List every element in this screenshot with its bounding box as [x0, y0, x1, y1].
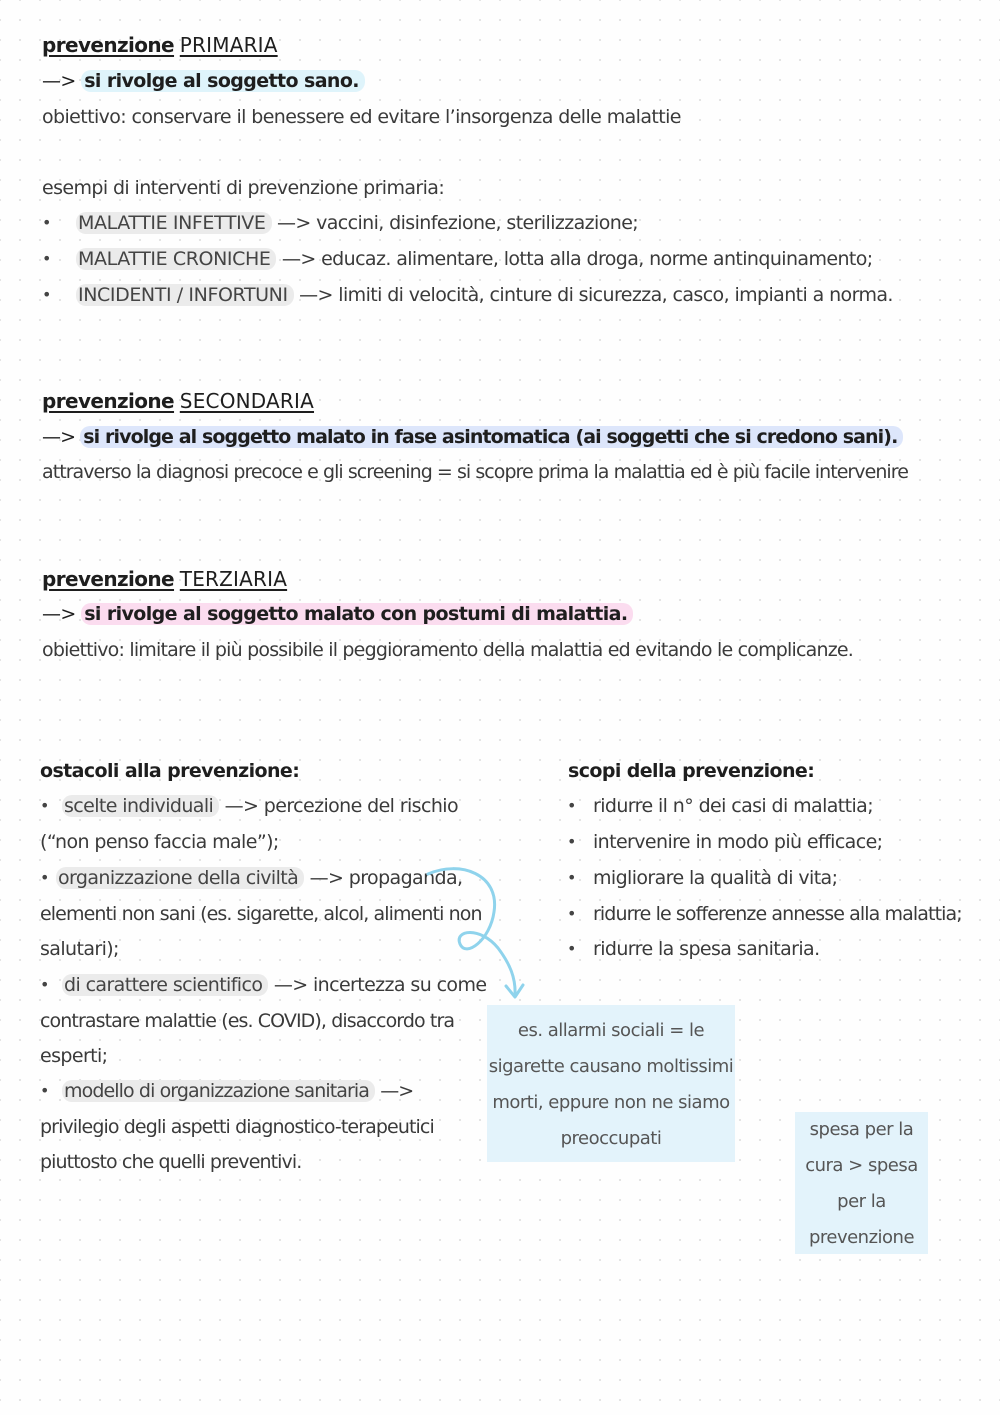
curl-arrow-icon: [420, 860, 530, 1005]
note-line: per la: [837, 1191, 886, 1212]
primaria-item-3: [76, 282, 893, 308]
arrow: —>: [42, 426, 76, 448]
bullet-dot: •: [40, 868, 50, 887]
ostacoli-item-4: [62, 1078, 413, 1104]
primaria-item-1-text: —> vaccini, disinfezione, sterilizzazione;: [276, 212, 639, 234]
secondaria-target-highlight: si rivolge al soggetto malato in fase asintomatica (ai soggetti che si credono sani).: [80, 426, 903, 448]
terziaria-objective: obiettivo: limitare il più possibile il peggioramento della malattia ed evitando le complicanze.: [42, 639, 854, 661]
terziaria-title-level: TERZIARIA: [179, 567, 288, 591]
scopi-heading: scopi della prevenzione:: [568, 760, 815, 782]
ostacoli-item-1-text: —> percezione del rischio: [224, 795, 458, 817]
ostacoli-item-1-cont: (“non penso faccia male”);: [40, 831, 279, 853]
primaria-examples-intro: esempi di interventi di prevenzione primaria:: [42, 177, 445, 199]
secondaria-text: attraverso la diagnosi precoce e gli screening = si scopre prima la malattia ed è più facile intervenire: [42, 461, 908, 483]
ostacoli-item-2-cont2: salutari);: [40, 938, 119, 960]
bullet-dot: •: [42, 249, 52, 268]
ostacoli-item-3-cont2: esperti;: [40, 1045, 108, 1067]
bullet-dot: •: [567, 868, 577, 887]
scopi-item: migliorare la qualità di vita;: [593, 867, 838, 889]
secondaria-target-line: [42, 424, 903, 450]
terziaria-target-line: [42, 601, 633, 627]
ostacoli-item-3-text: —> incertezza su come: [273, 974, 487, 996]
bullet-dot: •: [40, 975, 50, 994]
note-spesa: [795, 1112, 928, 1254]
primaria-item-2-label: MALATTIE CRONICHE: [76, 248, 276, 270]
ostacoli-item-3-label: di carattere scientifico: [62, 974, 268, 996]
note-line: sigarette causano moltissimi: [488, 1056, 734, 1077]
bullet-dot: •: [42, 285, 52, 304]
secondaria-title-level: SECONDARIA: [179, 389, 315, 413]
terziaria-title-prefix: prevenzione: [42, 567, 175, 591]
ostacoli-item-1-label: scelte individuali: [62, 795, 219, 817]
note-line: es. allarmi sociali = le: [517, 1020, 705, 1041]
terziaria-title: [42, 566, 287, 592]
bullet-dot: •: [42, 213, 52, 232]
bullet-dot: •: [567, 939, 577, 958]
scopi-item: ridurre le sofferenze annesse alla malattia;: [593, 903, 962, 925]
secondaria-title: [42, 388, 314, 414]
note-line: cura > spesa: [805, 1155, 918, 1176]
bullet-dot: •: [567, 796, 577, 815]
note-line: morti, eppure non ne siamo: [492, 1092, 730, 1113]
ostacoli-item-4-text: —>: [380, 1080, 414, 1102]
scopi-item: ridurre il n° dei casi di malattia;: [593, 795, 874, 817]
note-allarmi-sociali: [487, 1005, 735, 1162]
arrow: —>: [42, 70, 76, 92]
note-line: prevenzione: [808, 1227, 915, 1248]
arrow: —>: [42, 603, 76, 625]
ostacoli-item-4-cont2: piuttosto che quelli preventivi.: [40, 1151, 302, 1173]
primaria-item-3-text: —> limiti di velocità, cinture di sicurezza, casco, impianti a norma.: [299, 284, 893, 306]
bullet-dot: •: [567, 832, 577, 851]
scopi-item: intervenire in modo più efficace;: [593, 831, 883, 853]
primaria-target-line: [42, 68, 365, 94]
primaria-item-2: [76, 246, 873, 272]
secondaria-title-prefix: prevenzione: [42, 389, 175, 413]
primaria-title: [42, 32, 278, 58]
bullet-dot: •: [40, 796, 50, 815]
ostacoli-item-3-cont1: contrastare malattie (es. COVID), disaccordo tra: [40, 1010, 455, 1032]
ostacoli-item-2-text: —> propaganda,: [309, 867, 463, 889]
primaria-objective: obiettivo: conservare il benessere ed evitare l’insorgenza delle malattie: [42, 106, 681, 128]
ostacoli-item-4-label: modello di organizzazione sanitaria: [62, 1080, 375, 1102]
note-line: spesa per la: [809, 1119, 914, 1140]
ostacoli-heading: ostacoli alla prevenzione:: [40, 760, 300, 782]
primaria-item-3-label: INCIDENTI / INFORTUNI: [76, 284, 294, 306]
ostacoli-item-1: [62, 793, 458, 819]
primaria-title-prefix: prevenzione: [42, 33, 175, 57]
ostacoli-item-4-cont1: privilegio degli aspetti diagnostico-terapeutici: [40, 1116, 434, 1138]
bullet-dot: •: [567, 904, 577, 923]
ostacoli-item-2-cont1: elementi non sani (es. sigarette, alcol, alimenti non: [40, 903, 482, 925]
ostacoli-item-2-label: organizzazione della civiltà: [56, 867, 304, 889]
primaria-target-highlight: si rivolge al soggetto sano.: [81, 70, 365, 92]
scopi-item: ridurre la spesa sanitaria.: [593, 938, 820, 960]
terziaria-target-highlight: si rivolge al soggetto malato con postumi di malattia.: [81, 603, 633, 625]
primaria-item-1-label: MALATTIE INFETTIVE: [76, 212, 272, 234]
note-line: preoccupati: [560, 1128, 662, 1149]
bullet-dot: •: [40, 1081, 50, 1100]
primaria-title-level: PRIMARIA: [179, 33, 278, 57]
primaria-item-1: [76, 210, 638, 236]
primaria-item-2-text: —> educaz. alimentare, lotta alla droga, norme antinquinamento;: [281, 248, 873, 270]
ostacoli-item-2: [56, 865, 462, 891]
